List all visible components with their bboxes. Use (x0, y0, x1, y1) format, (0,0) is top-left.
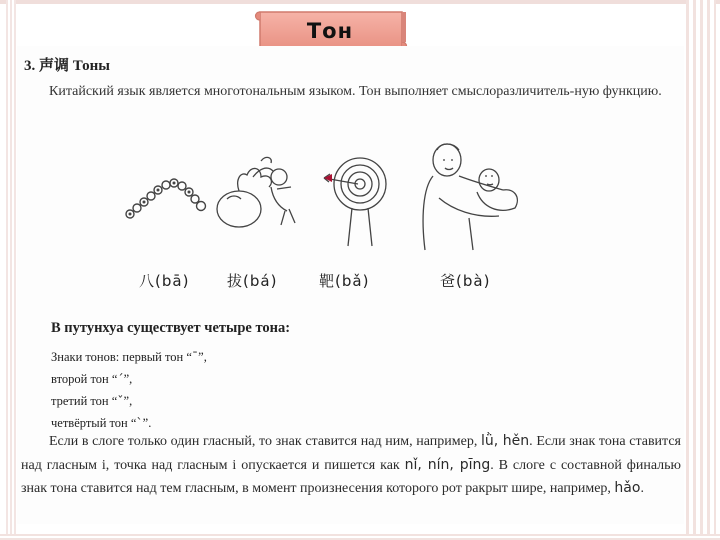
rule-example: hǎo (614, 480, 641, 496)
father-baby-icon (419, 138, 524, 253)
rule-text: . (640, 481, 644, 496)
textbook-page (17, 46, 684, 524)
rule-text: . Если знак тона ставится над гласным i, точка над гласным i опускается и пишется как (21, 434, 681, 473)
section-heading: 3. 声调 Тоны (24, 58, 110, 74)
example-hanzi: 拔 (227, 272, 244, 290)
example-pinyin: (bǎ) (335, 272, 370, 290)
tone-line (51, 368, 207, 390)
tones-intro: В путунхуа существует четыре тона: (51, 320, 291, 336)
slide-frame-bottom (0, 534, 720, 540)
example-caption-ba2 (227, 270, 277, 291)
example-hanzi: 八 (139, 272, 156, 290)
tone-end: ”. (142, 416, 152, 430)
tone-marks-list (51, 346, 207, 434)
rule-example: nǐ, nín, pīng (404, 456, 491, 473)
example-caption-ba1 (139, 270, 189, 291)
target-icon (322, 144, 392, 249)
example-pinyin: (bá) (243, 272, 278, 290)
tone-label: третий тон “ (51, 394, 118, 408)
slide-frame-left (6, 0, 16, 540)
intro-paragraph: Китайский язык является многотональным языком. Тон выполняет смыслоразличитель-ную функцию. (49, 84, 662, 99)
slide-frame-right (686, 0, 716, 540)
slide-frame-top (0, 0, 720, 4)
tone-line (51, 346, 207, 368)
slide-title: Тон (306, 19, 354, 43)
tone-label: второй тон “ (51, 372, 118, 386)
rule-text: . В слоге с составной финалью знак тона ставится над тем гласным, в момент произнесения которого рот ракрыт шире, например, (21, 457, 681, 496)
pulling-turnip-icon (207, 151, 302, 236)
tone-end: ”, (123, 394, 133, 408)
tone-label: Знаки тонов: первый тон “ (51, 350, 192, 364)
tone-placement-rule (21, 430, 681, 501)
tone-mark: ˇ (117, 393, 124, 408)
example-caption-ba3 (319, 270, 369, 291)
rule-text: Если в слоге только один гласный, то знак ставится над ним, например, (49, 434, 481, 449)
tone-mark: ˉ (191, 349, 199, 364)
example-pinyin: (bā) (155, 272, 190, 290)
tone-label: четвёртый тон “ (51, 416, 137, 430)
tone-end: ”, (123, 372, 133, 386)
example-pinyin: (bà) (456, 272, 491, 290)
tone-mark: ˊ (117, 371, 124, 386)
rule-example: lǜ, hěn (480, 433, 530, 449)
example-hanzi: 爸 (440, 272, 457, 290)
example-hanzi: 靶 (319, 272, 336, 290)
caterpillar-icon (122, 166, 217, 226)
example-caption-ba4 (440, 270, 490, 291)
tone-line (51, 390, 207, 412)
tone-mark: ˋ (136, 415, 143, 430)
tone-end: ”, (198, 350, 207, 364)
